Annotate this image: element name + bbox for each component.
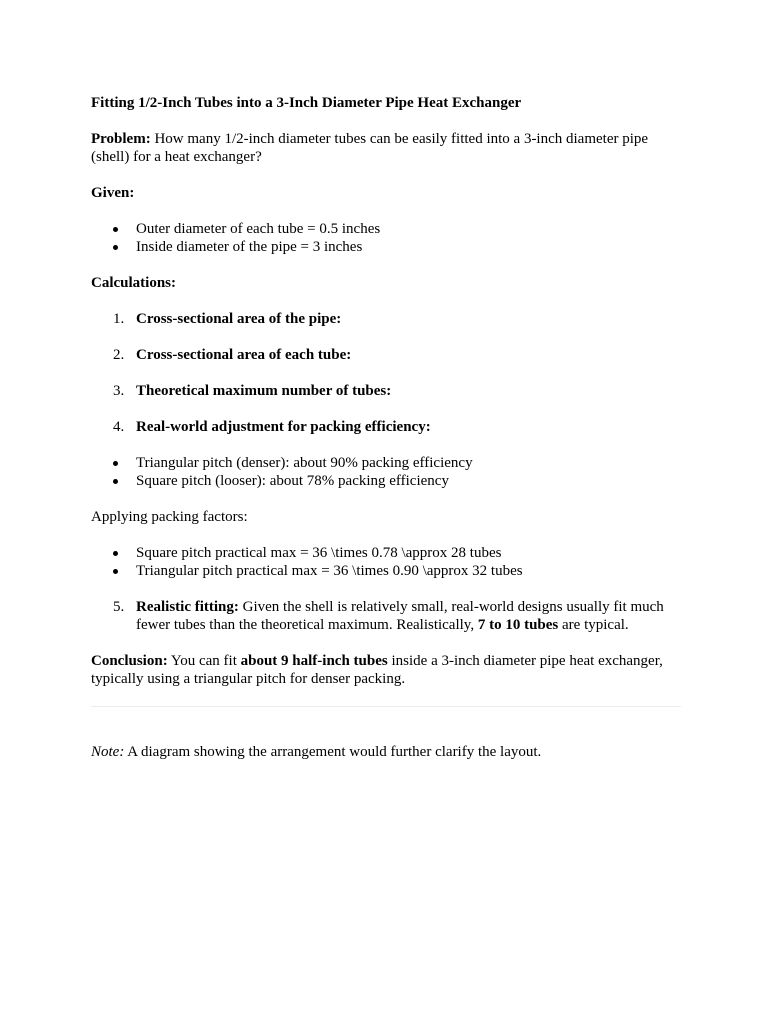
- conclusion-highlight: about 9 half-inch tubes: [240, 653, 388, 669]
- step-item: [91, 310, 681, 328]
- calculation-steps-continued: [91, 598, 681, 634]
- list-item: [91, 562, 681, 580]
- conclusion-text-end: inside a 3-inch diameter pipe heat exchanger, typically using a triangular pitch for denser packing.: [91, 653, 663, 687]
- step-text-end: are typical.: [558, 617, 629, 633]
- step-label: Theoretical maximum number of tubes:: [136, 383, 392, 399]
- practical-item-text: Triangular pitch practical max = 36 \times 0.90 \approx 32 tubes: [136, 563, 523, 579]
- given-heading-text: Given:: [91, 185, 135, 201]
- bullet-icon: [113, 461, 118, 466]
- problem-paragraph: [91, 130, 681, 166]
- step-item: [91, 418, 681, 436]
- document-page: [91, 94, 681, 779]
- step-highlight: 7 to 10 tubes: [477, 617, 559, 633]
- step-text: Given the shell is relatively small, real-world designs usually fit much fewer tubes than the theoretical maximum. Realistically,: [136, 599, 664, 633]
- list-item: [91, 238, 681, 256]
- bullet-icon: [113, 479, 118, 484]
- bullet-icon: [113, 551, 118, 556]
- packing-item-text: Triangular pitch (denser): about 90% packing efficiency: [136, 455, 473, 471]
- given-item-text: Inside diameter of the pipe = 3 inches: [136, 239, 363, 255]
- section-divider: [91, 706, 681, 707]
- practical-max-list: [91, 544, 681, 580]
- packing-efficiency-list: [91, 454, 681, 490]
- step-number: 4.: [113, 419, 125, 435]
- problem-label: Problem:: [91, 131, 151, 147]
- list-item: [91, 472, 681, 490]
- conclusion-text: You can fit: [167, 653, 241, 669]
- list-item: [91, 220, 681, 238]
- step-item: [91, 346, 681, 364]
- packing-item-text: Square pitch (looser): about 78% packing efficiency: [136, 473, 449, 489]
- document-title: Fitting 1/2-Inch Tubes into a 3-Inch Diameter Pipe Heat Exchanger: [91, 95, 522, 111]
- step-number: 1.: [113, 311, 125, 327]
- step-number: 3.: [113, 383, 125, 399]
- step-label: Realistic fitting:: [136, 599, 239, 615]
- step-number: 5.: [113, 599, 125, 615]
- calculations-heading: [91, 274, 681, 292]
- note-text: A diagram showing the arrangement would further clarify the layout.: [124, 744, 542, 760]
- list-item: [91, 454, 681, 472]
- applying-factors-text: Applying packing factors:: [91, 509, 248, 525]
- list-item: [91, 544, 681, 562]
- problem-text: How many 1/2-inch diameter tubes can be easily fitted into a 3-inch diameter pipe (shell) for a heat exchanger?: [91, 131, 649, 165]
- bullet-icon: [113, 569, 118, 574]
- step-number: 2.: [113, 347, 125, 363]
- given-list: [91, 220, 681, 256]
- step-item: [91, 382, 681, 400]
- given-item-text: Outer diameter of each tube = 0.5 inches: [136, 221, 381, 237]
- step-label: Cross-sectional area of the pipe:: [136, 311, 342, 327]
- step-label: Real-world adjustment for packing efficiency:: [136, 419, 431, 435]
- calculations-heading-text: Calculations:: [91, 275, 177, 291]
- practical-item-text: Square pitch practical max = 36 \times 0.78 \approx 28 tubes: [136, 545, 502, 561]
- bullet-icon: [113, 227, 118, 232]
- step-label: Cross-sectional area of each tube:: [136, 347, 352, 363]
- step-item: [91, 598, 681, 634]
- conclusion-paragraph: [91, 652, 681, 688]
- given-heading: [91, 184, 681, 202]
- note-paragraph: [91, 743, 681, 761]
- calculation-steps: [91, 310, 681, 436]
- bullet-icon: [113, 245, 118, 250]
- note-label: Note:: [91, 744, 125, 760]
- conclusion-label: Conclusion:: [91, 653, 168, 669]
